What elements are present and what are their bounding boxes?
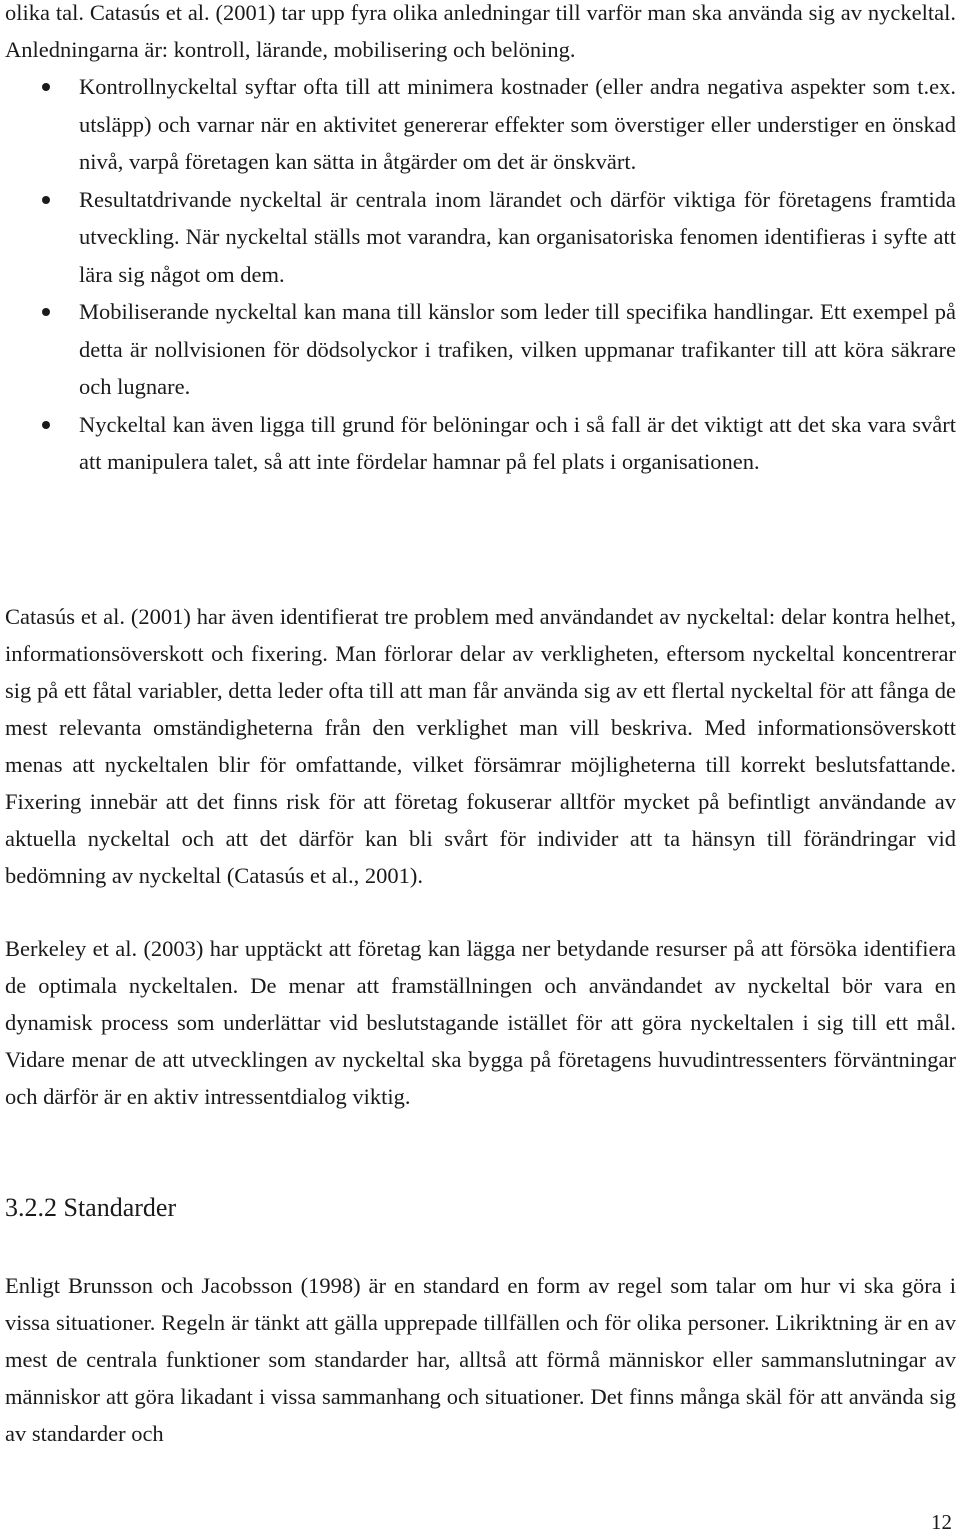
reasons-list (0, 68, 960, 481)
bullet-icon (42, 196, 50, 204)
bullet-icon (42, 421, 50, 429)
list-item-text: Resultatdrivande nyckeltal är centrala inom lärandet och därför viktiga för företagens framtida utveckling. När nyckeltal ställs mot varandra, kan organisatoriska fenomen identifieras i syfte att lära sig något om dem. (79, 186, 956, 287)
list-item-text: Kontrollnyckeltal syftar ofta till att minimera kostnader (eller andra negativa aspekter som t.ex. utsläpp) och varnar när en aktivitet genererar effekter som överstiger eller understiger en önskad nivå, varpå företagen kan sätta in åtgärder om det är önskvärt. (79, 74, 956, 174)
list-item-text: Nyckeltal kan även ligga till grund för belöningar och i så fall är det viktigt att det ska vara svårt att manipulera talet, så att inte fördelar hamnar på fel plats i organisationen. (79, 411, 956, 474)
list-item (0, 181, 960, 294)
berkeley-paragraph: Berkeley et al. (2003) har upptäckt att företag kan lägga ner betydande resurser på att försöka identifiera de optimala nyckeltalen. De menar att framställningen och användandet av nyckeltal bör vara en dynamisk process som underlättar vid beslutstagande istället för att göra nyckeltalen i sig till ett mål. Vidare menar de att utvecklingen av nyckeltal ska bygga på företagens huvudintressenters förväntningar och därför är en aktiv intressentdialog viktig. (5, 936, 956, 1109)
bullet-icon (42, 308, 50, 316)
standards-paragraph: Enligt Brunsson och Jacobsson (1998) är en standard en form av regel som talar om hur vi ska göra i vissa situationer. Regeln är tänkt att gälla upprepade tillfällen och för olika personer. Likriktning är en av mest de centrala funktioner som standarder har, alltså att förmå människor eller sammanslutningar av människor att göra likadant i vissa sammanhang och situationer. Det finns många skäl för att använda sig av standarder och (5, 1273, 956, 1446)
list-item-text: Mobiliserande nyckeltal kan mana till känslor som leder till specifika handlingar. Ett exempel på detta är nollvisionen för dödsolyckor i trafiken, vilken uppmanar trafikanter till att köra säkrare och lugnare. (79, 299, 956, 399)
intro-paragraph: olika tal. Catasús et al. (2001) tar upp fyra olika anledningar till varför man ska använda sig av nyckeltal. Anledningarna är: kontroll, lärande, mobilisering och belöning. (5, 0, 956, 62)
berkeley-block (0, 930, 960, 1115)
list-item (0, 406, 960, 481)
bullet-icon (42, 83, 50, 91)
page-number: 12 (931, 1510, 952, 1534)
list-item (0, 293, 960, 406)
section-heading: 3.2.2 Standarder (5, 1193, 177, 1222)
list-item (0, 68, 960, 181)
problems-block (0, 598, 960, 894)
problems-paragraph: Catasús et al. (2001) har även identifierat tre problem med användandet av nyckeltal: delar kontra helhet, informationsöverskott och fixering. Man förlorar delar av verkligheten, eftersom nyckeltal koncentrerar sig på ett fåtal variabler, detta leder ofta till att man får använda sig av ett flertal nyckeltal för att fånga de mest relevanta omständigheterna från den verklighet man vill beskriva. Med informationsöverskott menas att nyckeltalen blir för omfattande, vilket försämrar möjligheterna till korrekt beslutsfattande. Fixering innebär att det finns risk för att företag fokuserar alltför mycket på befintligt användande av aktuella nyckeltal och att det därför kan bli svårt för individer att ta hänsyn till förändringar vid bedömning av nyckeltal (Catasús et al., 2001). (5, 604, 956, 888)
intro-block (0, 0, 960, 68)
standards-block (0, 1267, 960, 1452)
